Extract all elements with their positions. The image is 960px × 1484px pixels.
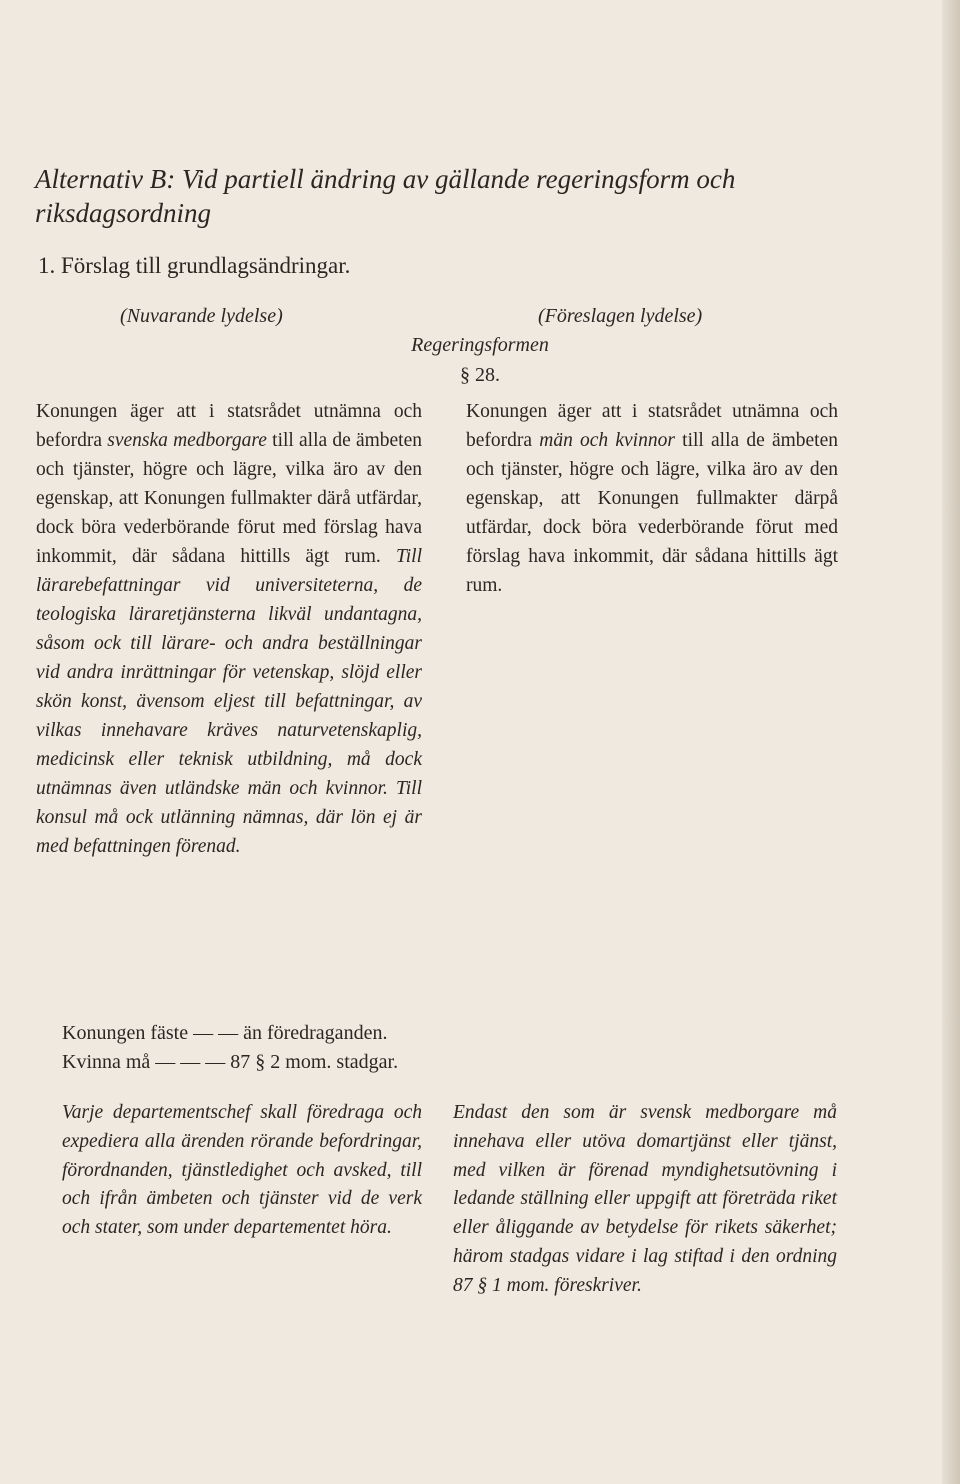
unchanged-clauses [62, 1019, 762, 1077]
page-heading: Alternativ B: Vid partiell ändring av gällande regeringsform och riksdagsordning [35, 164, 736, 228]
law-title: Regeringsformen [411, 334, 549, 356]
text-run: Konungen äger att i statsrådet utnämna och befordra [466, 401, 838, 451]
section-title: 1. Förslag till grundlagsändringar. [38, 253, 351, 278]
proposed-wording-text [466, 397, 838, 600]
page-edge-shadow [942, 0, 960, 1484]
emphasis-run: Till lärarebefattningar vid universiteterna, de teologiska läraretjänsterna likväl undantagna, såsom ock till lärare- och andra beställningar vid andra inrättningar för vetenskap, slöjd eller skön konst, ävensom eljest till befattningar, av vilkas innehavare kräves naturvetenskaplig, medicinsk eller teknisk utbildning, må dock utnämnas även utländske män och kvinnor. Till konsul må ock utlänning nämnas, där lön ej är med befattningen förenad. [36, 546, 422, 857]
current-wording-text-2: Varje departementschef skall föredraga och expediera alla ärenden rörande befordringar, förordnanden, tjänstledighet och avsked, till och ifrån ämbeten och tjänster vid de verk och stater, som under departementet höra. [62, 1102, 422, 1239]
paragraph-number: § 28. [460, 364, 500, 386]
right-column-caption: (Föreslagen lydelse) [538, 305, 703, 327]
clause-line: Konungen fäste — — än föredraganden. [62, 1022, 388, 1044]
emphasis-run: män och kvinnor [539, 430, 675, 451]
current-wording-text [36, 397, 422, 861]
proposed-wording-text-2: Endast den som är svensk medborgare må innehava eller utöva domartjänst eller tjänst, med vilken är förenad myndighetsutövning i ledande ställning eller uppgift att företräda riket eller åliggande av betydelse för rikets säkerhet; härom stadgas vidare i lag stiftad i den ordning 87 § 1 mom. föreskriver. [453, 1102, 837, 1296]
emphasis-run: svenska medborgare [107, 430, 267, 451]
left-column-caption: (Nuvarande lydelse) [120, 305, 283, 327]
text-run: till alla de ämbeten och tjänster, högre och lägre, vilka äro av den egenskap, att Konungen fullmakter därpå utfärdar, dock böra vederbörande förut med förslag hava inkommit, där sådana hittills ägt rum. [466, 430, 839, 596]
text-run: till alla de ämbeten och tjänster, högre och lägre, vilka äro av den egenskap, att Konungen fullmakter därå utfärdar, dock böra vederbörande förut med förslag hava inkommit, där sådana hittills ägt rum. [36, 430, 422, 567]
clause-line: Kvinna må — — — 87 § 2 mom. stadgar. [62, 1051, 399, 1073]
text-run: Konungen äger att i statsrådet utnämna och befordra [36, 401, 422, 451]
